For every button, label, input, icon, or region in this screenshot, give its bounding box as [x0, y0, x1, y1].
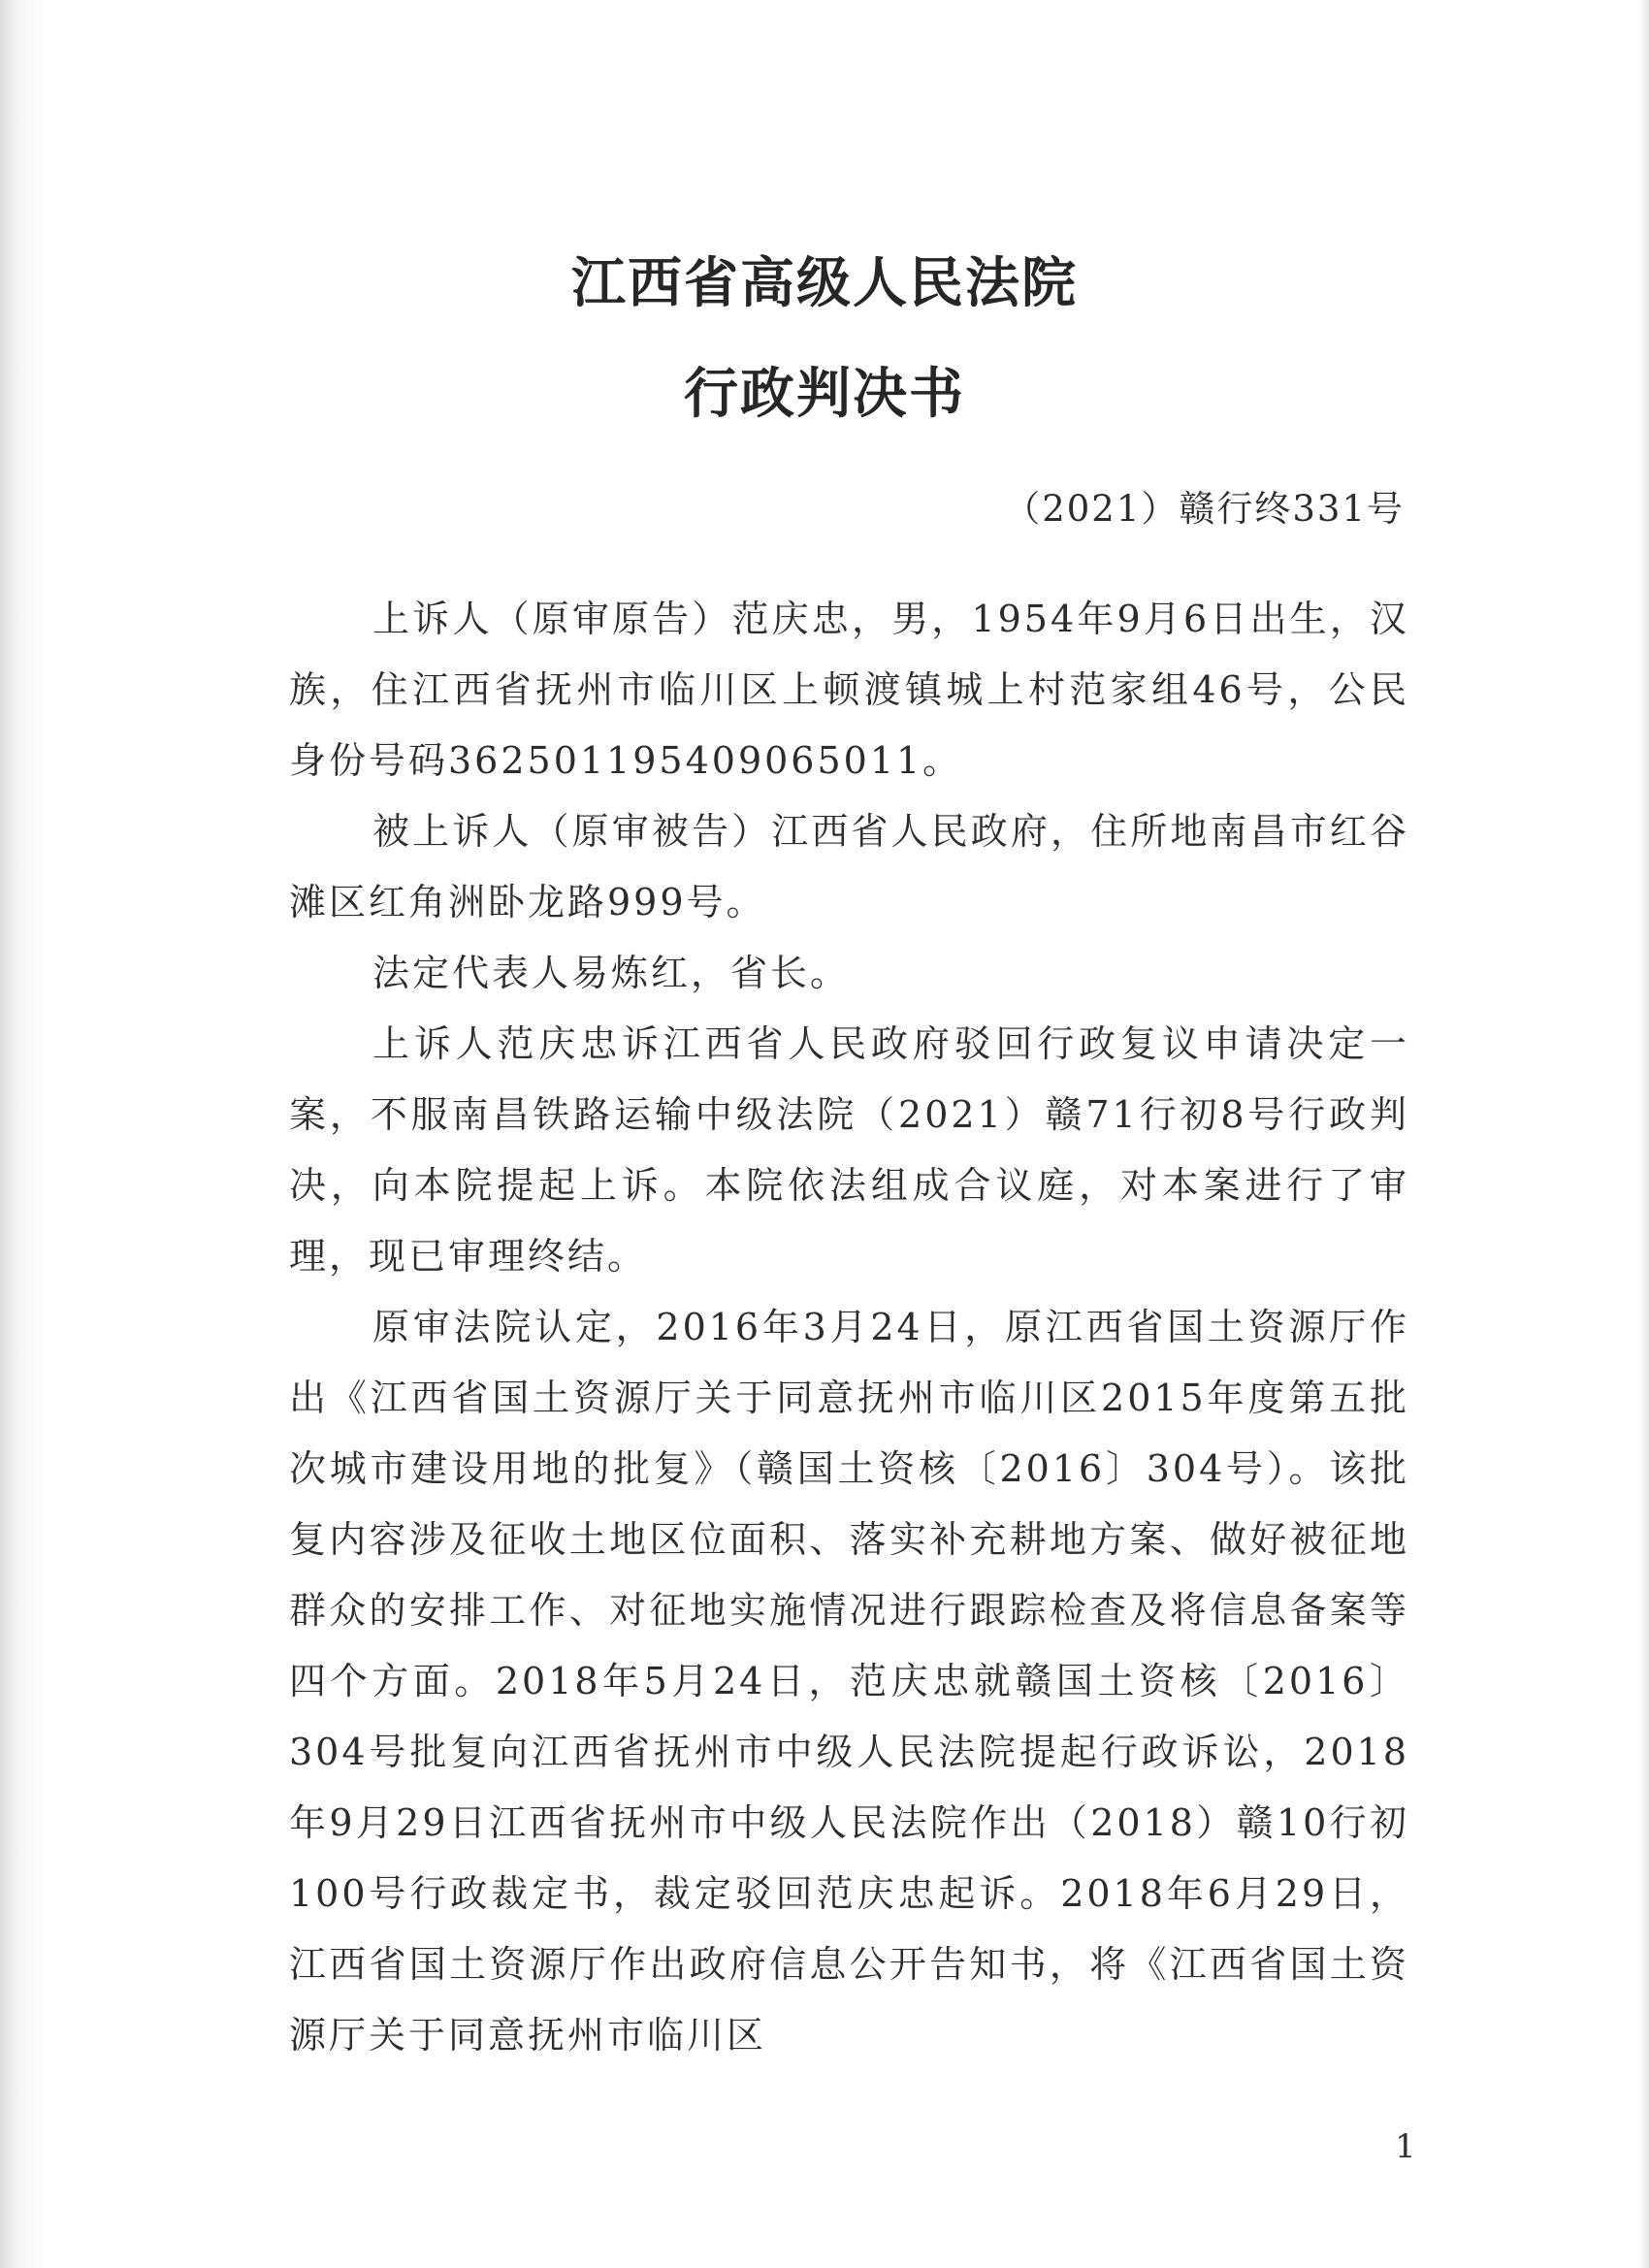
court-name-heading: 江西省高级人民法院	[571, 251, 1078, 315]
document-type-heading: 行政判决书	[684, 362, 965, 426]
case-number: （2021）赣行终331号	[1004, 488, 1405, 530]
paragraph-findings: 原审法院认定，2016年3月24日，原江西省国土资源厅作出《江西省国土资源厅关于同意抚州市临川区2015年度第五批次城市建设用地的批复》（赣国土资核〔2016〕304号）。该批复内容涉及征收土地区位面积、落实补充耕地方案、做好被征地群众的安排工作、对征地实施情况进行跟踪检查及将信息备案等四个方面。2018年5月24日，范庆忠就赣国土资核〔2016〕304号批复向江西省抚州市中级人民法院提起行政诉讼，2018年9月29日江西省抚州市中级人民法院作出（2018）赣10行初100号行政裁定书，裁定驳回范庆忠起诉。2018年6月29日，江西省国土资源厅作出政府信息公开告知书，将《江西省国土资源厅关于同意抚州市临川区	[289, 1306, 1409, 2057]
paragraph-case-summary: 上诉人范庆忠诉江西省人民政府驳回行政复议申请决定一案，不服南昌铁路运输中级法院（2021）赣71行初8号行政判决，向本院提起上诉。本院依法组成合议庭，对本案进行了审理，现已审理终结。	[289, 1022, 1409, 1278]
paragraph-appellant: 上诉人（原审原告）范庆忠，男，1954年9月6日出生，汉族，住江西省抚州市临川区上顿渡镇城上村范家组46号，公民身份号码362501195409065011。	[289, 598, 1409, 782]
page-number: 1	[1395, 2127, 1416, 2166]
document-body	[289, 584, 1409, 2071]
paragraph-appellee: 被上诉人（原审被告）江西省人民政府，住所地南昌市红谷滩区红角洲卧龙路999号。	[289, 810, 1409, 923]
paragraph-legal-representative: 法定代表人易炼红，省长。	[372, 952, 851, 994]
